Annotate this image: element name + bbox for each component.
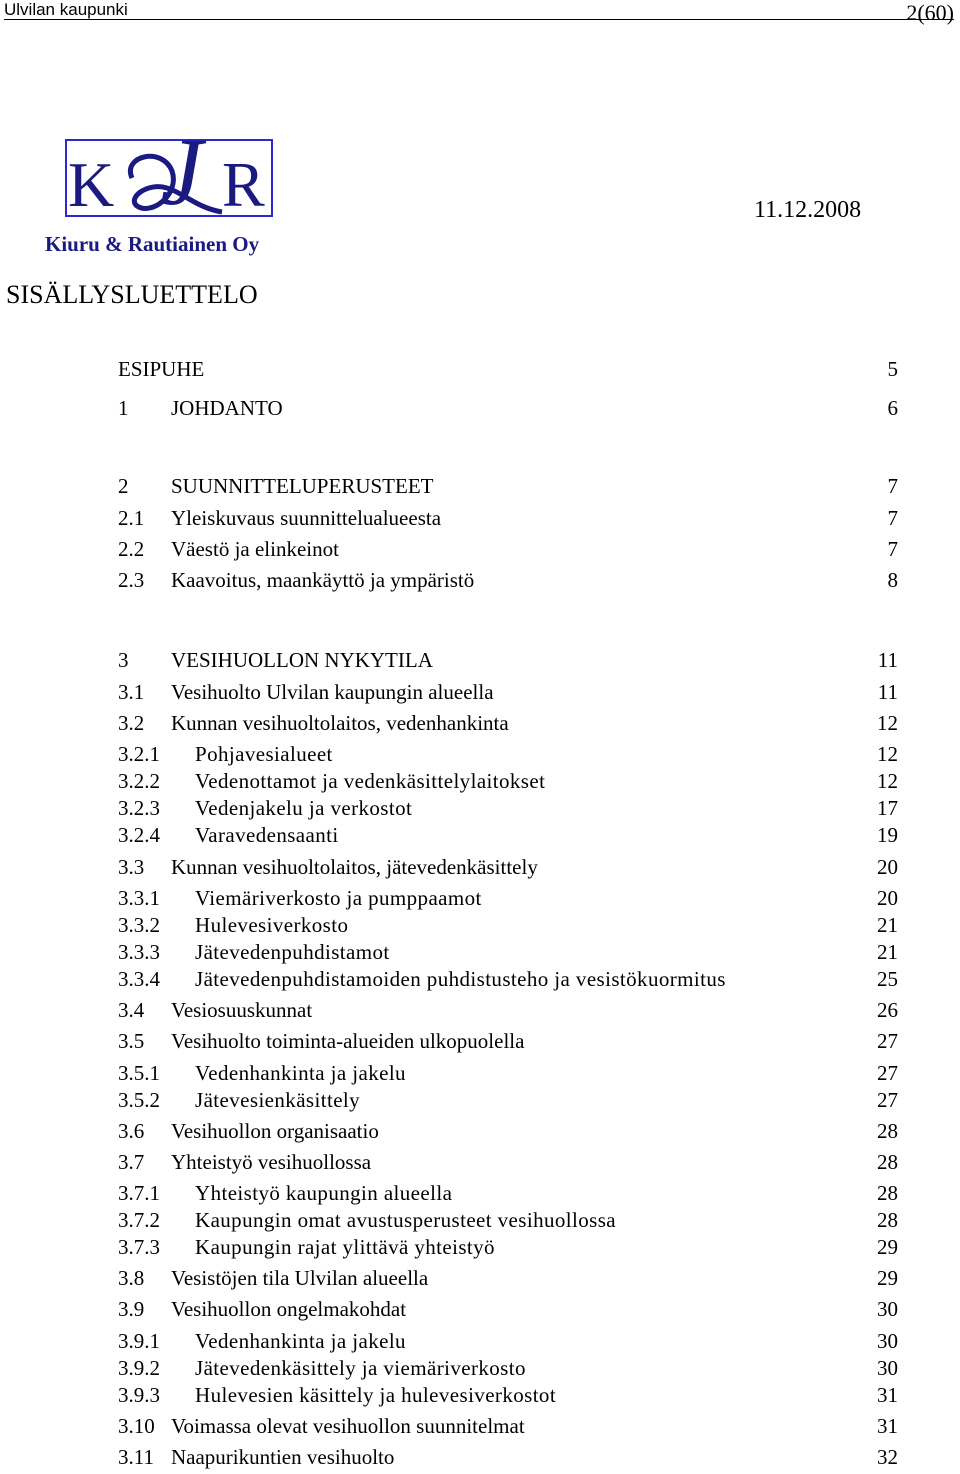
toc-entry-number: 3.2.2 bbox=[118, 769, 160, 793]
toc-entry-number: 2 bbox=[118, 474, 129, 498]
toc-entry-number: 3 bbox=[118, 648, 129, 672]
toc-entry-page: 27 bbox=[877, 1061, 898, 1085]
toc-entry-label: Yleiskuvaus suunnittelualueesta bbox=[171, 506, 442, 530]
toc-entry[interactable] bbox=[118, 396, 898, 420]
toc-entry-page: 25 bbox=[877, 967, 898, 991]
toc-entry-label: Kunnan vesihuoltolaitos, jätevedenkäsittely bbox=[171, 855, 538, 879]
toc-entry-number: 3.3.4 bbox=[118, 967, 160, 991]
toc-entry-label: Yhteistyö kaupungin alueella bbox=[195, 1181, 453, 1205]
toc-entry-page: 7 bbox=[887, 537, 898, 561]
toc-entry-label: ESIPUHE bbox=[118, 357, 205, 381]
toc-entry-number: 3.2.3 bbox=[118, 796, 160, 820]
toc-entry-page: 28 bbox=[877, 1150, 898, 1174]
toc-entry[interactable] bbox=[118, 855, 898, 879]
toc-entry-page: 28 bbox=[877, 1181, 898, 1205]
toc-entry-number: 3.9.3 bbox=[118, 1383, 160, 1407]
toc-entry-number: 3.3 bbox=[118, 855, 145, 879]
toc-entry-label: Jätevedenkäsittely ja viemäriverkosto bbox=[195, 1356, 526, 1380]
toc-entry-page: 21 bbox=[877, 940, 898, 964]
toc-entry-label: Väestö ja elinkeinot bbox=[171, 537, 339, 561]
toc-entry-number: 3.5 bbox=[118, 1029, 145, 1053]
toc-entry[interactable] bbox=[118, 1414, 898, 1438]
toc-entry-number: 3.2.1 bbox=[118, 742, 160, 766]
toc-entry[interactable] bbox=[118, 1119, 898, 1143]
header-divider bbox=[4, 19, 954, 20]
toc-entry-number: 3.7.2 bbox=[118, 1208, 160, 1232]
toc-entry-page: 12 bbox=[877, 769, 898, 793]
toc-entry-label: Vesiosuuskunnat bbox=[171, 998, 313, 1022]
toc-entry-number: 2.2 bbox=[118, 537, 145, 561]
toc-entry-page: 6 bbox=[887, 396, 898, 420]
toc-entry-page: 11 bbox=[877, 648, 898, 672]
toc-entry-label: Jätevedenpuhdistamot bbox=[195, 940, 390, 964]
toc-entry[interactable] bbox=[118, 742, 898, 766]
toc-entry-label: Vedenhankinta ja jakelu bbox=[195, 1061, 406, 1085]
toc-entry[interactable] bbox=[118, 537, 898, 561]
toc-entry[interactable] bbox=[118, 769, 898, 793]
toc-entry[interactable] bbox=[118, 680, 898, 704]
toc-entry-label: Voimassa olevat vesihuollon suunnitelmat bbox=[171, 1414, 525, 1438]
toc-entry-number: 3.9 bbox=[118, 1297, 145, 1321]
toc-entry-number: 3.6 bbox=[118, 1119, 145, 1143]
toc-entry-number: 3.3.3 bbox=[118, 940, 160, 964]
toc-entry-label: Kunnan vesihuoltolaitos, vedenhankinta bbox=[171, 711, 509, 735]
toc-entry-page: 20 bbox=[877, 886, 898, 910]
toc-entry-number: 3.4 bbox=[118, 998, 145, 1022]
toc-entry[interactable] bbox=[118, 796, 898, 820]
toc-entry[interactable] bbox=[118, 1181, 898, 1205]
toc-entry[interactable] bbox=[118, 1297, 898, 1321]
toc-entry-page: 30 bbox=[877, 1356, 898, 1380]
logo-letter-j: J bbox=[160, 118, 203, 222]
toc-entry-page: 7 bbox=[887, 474, 898, 498]
toc-entry-number: 3.5.1 bbox=[118, 1061, 160, 1085]
toc-entry-page: 19 bbox=[877, 823, 898, 847]
toc-entry-number: 3.11 bbox=[118, 1445, 154, 1469]
toc-entry-page: 11 bbox=[877, 680, 898, 704]
toc-entry-page: 7 bbox=[887, 506, 898, 530]
toc-entry[interactable] bbox=[118, 940, 898, 964]
toc-entry-number: 3.7.3 bbox=[118, 1235, 160, 1259]
toc-entry[interactable] bbox=[118, 1150, 898, 1174]
toc-entry-label: Kaupungin omat avustusperusteet vesihuollossa bbox=[195, 1208, 617, 1232]
toc-entry-page: 28 bbox=[877, 1119, 898, 1143]
toc-entry[interactable] bbox=[118, 967, 898, 991]
toc-entry-page: 26 bbox=[877, 998, 898, 1022]
toc-entry[interactable] bbox=[118, 1445, 898, 1469]
toc-entry-label: Vedenottamot ja vedenkäsittelylaitokset bbox=[195, 769, 546, 793]
logo-letter-r: R bbox=[222, 149, 265, 220]
toc-entry[interactable] bbox=[118, 711, 898, 735]
toc-entry[interactable] bbox=[118, 568, 898, 592]
toc-entry[interactable] bbox=[118, 648, 898, 672]
toc-entry-page: 12 bbox=[877, 711, 898, 735]
toc-entry-number: 3.2 bbox=[118, 711, 145, 735]
toc-entry[interactable] bbox=[118, 1088, 898, 1112]
toc-entry-page: 32 bbox=[877, 1445, 898, 1469]
toc-entry-number: 3.7 bbox=[118, 1150, 145, 1174]
toc-entry-page: 29 bbox=[877, 1235, 898, 1259]
toc-entry-label: Vesihuolto Ulvilan kaupungin alueella bbox=[171, 680, 494, 704]
toc-entry-number: 3.10 bbox=[118, 1414, 155, 1438]
toc-entry-page: 27 bbox=[877, 1029, 898, 1053]
toc-entry-number: 3.1 bbox=[118, 680, 145, 704]
toc-entry-page: 28 bbox=[877, 1208, 898, 1232]
toc-entry[interactable] bbox=[118, 1266, 898, 1290]
toc-entry[interactable] bbox=[118, 886, 898, 910]
toc-entry-number: 3.5.2 bbox=[118, 1088, 160, 1112]
toc-entry-label: Jätevedenpuhdistamoiden puhdistusteho ja vesistökuormitus bbox=[195, 967, 726, 991]
toc-entry-label: Viemäriverkosto ja pumppaamot bbox=[195, 886, 482, 910]
logo-graphic bbox=[62, 116, 278, 222]
toc-entry-number: 3.3.2 bbox=[118, 913, 160, 937]
toc-entry-number: 2.3 bbox=[118, 568, 145, 592]
toc-entry[interactable] bbox=[118, 1029, 898, 1053]
toc-entry-label: Vesihuollon ongelmakohdat bbox=[171, 1297, 407, 1321]
toc-entry-label: Vedenjakelu ja verkostot bbox=[195, 796, 413, 820]
toc-entry-label: Varavedensaanti bbox=[195, 823, 339, 847]
toc-entry[interactable] bbox=[118, 1383, 898, 1407]
logo-letter-k: K bbox=[68, 149, 115, 220]
toc-entry-page: 29 bbox=[877, 1266, 898, 1290]
toc-entry-number: 3.8 bbox=[118, 1266, 145, 1290]
toc-entry-page: 12 bbox=[877, 742, 898, 766]
toc-entry[interactable] bbox=[118, 1356, 898, 1380]
toc-entry-label: Vesihuolto toiminta-alueiden ulkopuolella bbox=[171, 1029, 525, 1053]
toc-entry-label: Hulevesien käsittely ja hulevesiverkostot bbox=[195, 1383, 557, 1407]
toc-entry-number: 3.3.1 bbox=[118, 886, 160, 910]
header-organization: Ulvilan kaupunki bbox=[4, 0, 128, 19]
toc-entry[interactable] bbox=[118, 474, 898, 498]
toc-entry-label: Hulevesiverkosto bbox=[195, 913, 349, 937]
toc-entry-page: 30 bbox=[877, 1329, 898, 1353]
toc-entry[interactable] bbox=[118, 1235, 898, 1259]
toc-entry-page: 20 bbox=[877, 855, 898, 879]
toc-entry-page: 27 bbox=[877, 1088, 898, 1112]
toc-entry-label: Kaavoitus, maankäyttö ja ympäristö bbox=[171, 568, 475, 592]
toc-entry[interactable] bbox=[118, 506, 898, 530]
toc-entry-number: 3.9.1 bbox=[118, 1329, 160, 1353]
toc-entry-label: Pohjavesialueet bbox=[195, 742, 333, 766]
page-title: SISÄLLYSLUETTELO bbox=[6, 280, 258, 309]
toc-entry[interactable] bbox=[118, 998, 898, 1022]
toc-entry[interactable] bbox=[118, 823, 898, 847]
toc-entry[interactable] bbox=[118, 357, 898, 381]
toc-entry-page: 17 bbox=[877, 796, 898, 820]
toc-entry-page: 21 bbox=[877, 913, 898, 937]
toc-entry-number: 3.7.1 bbox=[118, 1181, 160, 1205]
toc-entry-page: 31 bbox=[877, 1414, 898, 1438]
toc-entry-label: JOHDANTO bbox=[171, 396, 283, 420]
toc-entry-label: Vesistöjen tila Ulvilan alueella bbox=[171, 1266, 429, 1290]
toc-entry[interactable] bbox=[118, 1061, 898, 1085]
toc-entry-label: SUUNNITTELUPERUSTEET bbox=[171, 474, 434, 498]
toc-entry[interactable] bbox=[118, 913, 898, 937]
toc-entry-label: Vedenhankinta ja jakelu bbox=[195, 1329, 406, 1353]
company-name: Kiuru & Rautiainen Oy bbox=[45, 232, 260, 256]
toc-entry-number: 1 bbox=[118, 396, 129, 420]
document-date: 11.12.2008 bbox=[754, 197, 862, 223]
toc-entry-page: 31 bbox=[877, 1383, 898, 1407]
toc-entry-page: 5 bbox=[887, 357, 898, 381]
toc-entry-number: 3.9.2 bbox=[118, 1356, 160, 1380]
toc-entry[interactable] bbox=[118, 1208, 898, 1232]
header-page-number: 2(60) bbox=[906, 0, 954, 25]
toc-entry-label: Vesihuollon organisaatio bbox=[171, 1119, 379, 1143]
company-logo bbox=[62, 116, 278, 222]
toc-entry-page: 8 bbox=[887, 568, 898, 592]
toc-entry-number: 2.1 bbox=[118, 506, 145, 530]
toc-entry-number: 3.2.4 bbox=[118, 823, 160, 847]
toc-entry-label: Jätevesienkäsittely bbox=[195, 1088, 361, 1112]
toc-entry-label: Yhteistyö vesihuollossa bbox=[171, 1150, 372, 1174]
toc-entry-label: Kaupungin rajat ylittävä yhteistyö bbox=[195, 1235, 495, 1259]
toc-entry-page: 30 bbox=[877, 1297, 898, 1321]
toc-entry-label: VESIHUOLLON NYKYTILA bbox=[171, 648, 433, 672]
toc-entry[interactable] bbox=[118, 1329, 898, 1353]
toc-entry-label: Naapurikuntien vesihuolto bbox=[171, 1445, 395, 1469]
